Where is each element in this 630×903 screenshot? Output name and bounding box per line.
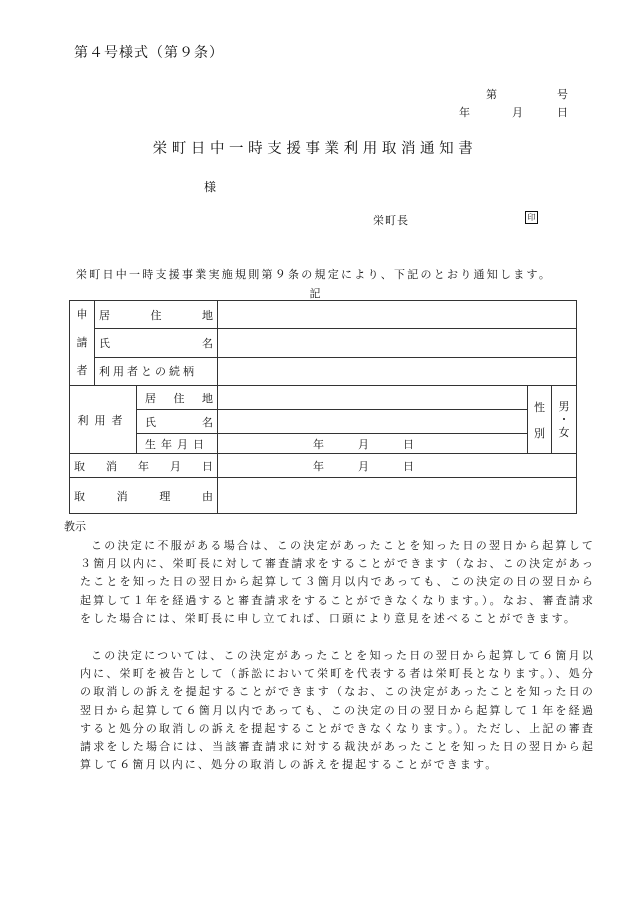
notice-heading: 教示 [64,520,86,533]
user-label: 利用者 [70,386,137,454]
user-name-field[interactable] [218,410,528,434]
applicant-address-field[interactable] [218,301,577,329]
applicant-name-field[interactable] [218,329,577,357]
notice-paragraph-2: この決定については、この決定があったことを知った日の翌日から起算して６箇月以内に、栄町を被告として（訴訟において栄町を代表する者は栄町長となります。）、処分の取消しの訴えを提起することができます（なお、この決定があったことを知った日の翌日から起算して６箇月以内であっても、この決定の日の翌日から起算して１年を経過すると処分の取消しの訴えを提起することができなくなります。）。ただし、上記の審査請求をした場合には、当該審査請求に対する裁決があったことを知った日の翌日から起算して６箇月以内に、処分の取消しの訴えを提起することができます。 [80,649,595,772]
sex-label: 性 別 [528,386,552,454]
doc-number-go: 号 [557,88,568,101]
relation-field[interactable] [218,357,577,385]
seal-mark: 印 [525,211,538,224]
applicant-label: 申 請 者 [70,301,95,386]
document-title: 栄町日中一時支援事業利用取消通知書 [152,141,478,157]
ki-heading: 記 [309,287,321,300]
user-address-field[interactable] [218,386,528,410]
table-row [70,329,577,357]
applicant-address-label: 居 住 地 [95,301,218,329]
birth-date-field[interactable]: 年 月 日 [218,434,528,454]
cancel-date-field[interactable]: 年 月 日 [218,454,577,478]
sender-name: 栄町長 [373,214,409,227]
addressee-suffix: 様 [204,180,217,194]
form-number: 第４号様式（第９条） [74,45,224,61]
cancel-date-label: 取 消 年 月 日 [70,454,218,478]
user-address-label: 居 住 地 [137,386,218,410]
doc-date-month: 月 [512,106,523,119]
intro-text: 栄町日中一時支援事業実施規則第９条の規定により、下記のとおり通知します。 [76,268,553,281]
notice-paragraph-1: この決定に不服がある場合は、この決定があったことを知った日の翌日から起算して３箇月以内に、栄町長に対して審査請求をすることができます（なお、この決定があったことを知った日の翌日から起算して３箇月以内であっても、この決定の日の翌日から起算して１年を経過すると審査請求をすることができなくなります。）。なお、審査請求をした場合には、栄町長に申し立てれば、口頭により意見を述べることができます。 [80,539,595,625]
applicant-name-label: 氏 名 [95,329,218,357]
sex-options[interactable]: 男 ・ 女 [552,386,577,454]
cancel-reason-field[interactable] [218,478,577,514]
doc-number-dai: 第 [486,88,497,101]
cancel-reason-label: 取 消 理 由 [70,478,218,514]
birth-label: 生年月日 [137,434,218,454]
notice-table [69,300,577,514]
table-row [70,478,577,514]
table-row [70,301,577,329]
doc-date-day: 日 [557,106,568,119]
table-row [70,454,577,478]
doc-date-year: 年 [459,106,470,119]
table-row [70,357,577,385]
table-row [70,386,577,410]
relation-label: 利用者との続柄 [95,357,218,385]
user-name-label: 氏 名 [137,410,218,434]
table-row [70,410,577,434]
table-row [70,434,577,454]
